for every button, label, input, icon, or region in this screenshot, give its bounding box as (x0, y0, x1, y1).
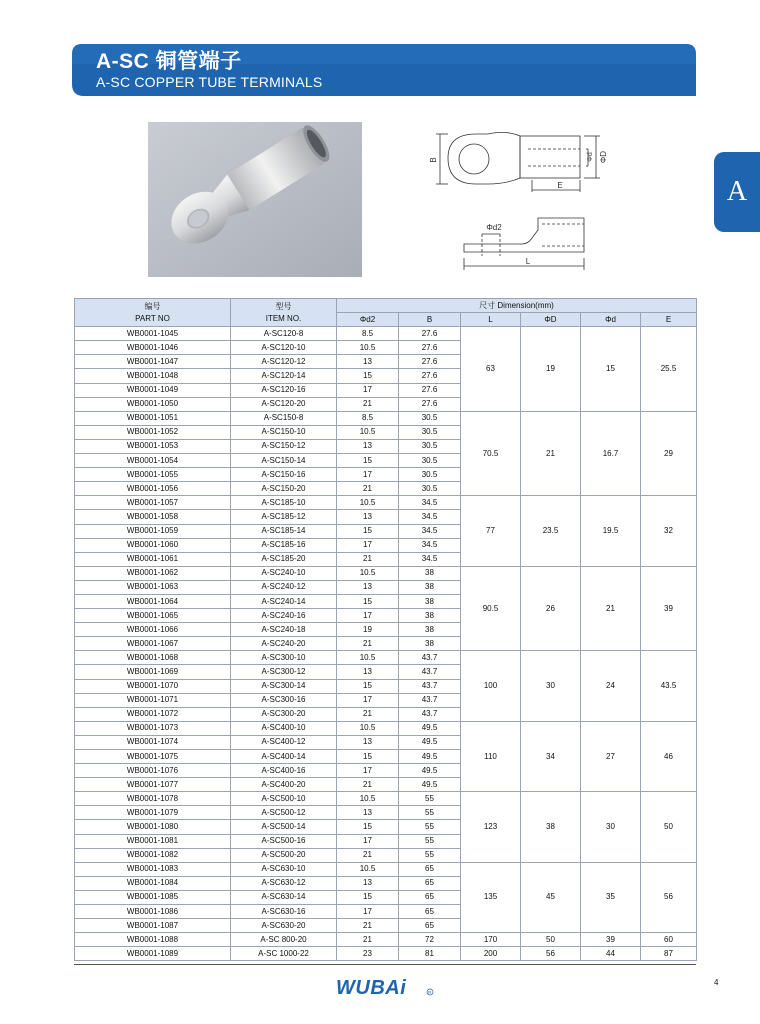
cell-b: 27.6 (399, 369, 461, 383)
cell-e: 39 (641, 566, 697, 651)
cell-phi-d2: 21 (337, 397, 399, 411)
header-part-no-en: PART NO (135, 313, 170, 323)
cell-l: 200 (461, 947, 521, 961)
cell-item-no: A-SC120-14 (231, 369, 337, 383)
cell-part-no: WB0001-1046 (75, 341, 231, 355)
cell-item-no: A-SC300-14 (231, 679, 337, 693)
cell-part-no: WB0001-1080 (75, 820, 231, 834)
cell-item-no: A-SC120-8 (231, 327, 337, 341)
cell-phi-d2: 15 (337, 454, 399, 468)
cell-b: 34.5 (399, 510, 461, 524)
header-col-l: L (461, 313, 521, 327)
cell-b: 65 (399, 890, 461, 904)
cell-item-no: A-SC300-16 (231, 693, 337, 707)
cell-b: 34.5 (399, 552, 461, 566)
cell-part-no: WB0001-1047 (75, 355, 231, 369)
cell-item-no: A-SC630-14 (231, 890, 337, 904)
cell-part-no: WB0001-1089 (75, 947, 231, 961)
cell-part-no: WB0001-1085 (75, 890, 231, 904)
cell-part-no: WB0001-1087 (75, 919, 231, 933)
cell-part-no: WB0001-1073 (75, 721, 231, 735)
cell-item-no: A-SC120-10 (231, 341, 337, 355)
cell-item-no: A-SC150-12 (231, 439, 337, 453)
cell-item-no: A-SC630-10 (231, 862, 337, 876)
cell-phi-d2: 17 (337, 764, 399, 778)
cell-phi-d2: 15 (337, 820, 399, 834)
cell-b: 55 (399, 792, 461, 806)
cell-b: 30.5 (399, 468, 461, 482)
cell-l: 135 (461, 862, 521, 932)
cell-phi-big-d: 45 (521, 862, 581, 932)
cell-b: 27.6 (399, 355, 461, 369)
cell-part-no: WB0001-1079 (75, 806, 231, 820)
cell-part-no: WB0001-1075 (75, 750, 231, 764)
dimension-diagram (428, 118, 628, 278)
cell-l: 70.5 (461, 411, 521, 496)
brand-logo-text: WUBAi (336, 977, 407, 998)
cell-phi-d2: 10.5 (337, 566, 399, 580)
cell-b: 30.5 (399, 425, 461, 439)
cell-item-no: A-SC185-14 (231, 524, 337, 538)
cell-phi-d2: 21 (337, 707, 399, 721)
cell-phi-d2: 13 (337, 355, 399, 369)
cell-phi-d2: 15 (337, 750, 399, 764)
cell-b: 30.5 (399, 482, 461, 496)
header-item-no (231, 299, 337, 327)
cell-item-no: A-SC500-12 (231, 806, 337, 820)
cell-part-no: WB0001-1077 (75, 778, 231, 792)
table-row (75, 411, 697, 425)
cell-part-no: WB0001-1053 (75, 439, 231, 453)
table-row (75, 496, 697, 510)
cell-e: 46 (641, 721, 697, 791)
cell-item-no: A-SC240-20 (231, 637, 337, 651)
cell-e: 56 (641, 862, 697, 932)
cell-phi-d: 19.5 (581, 496, 641, 566)
spec-table (74, 298, 697, 961)
table-row (75, 933, 697, 947)
cell-item-no: A-SC185-10 (231, 496, 337, 510)
cell-part-no: WB0001-1055 (75, 468, 231, 482)
cell-phi-d2: 10.5 (337, 862, 399, 876)
cell-part-no: WB0001-1083 (75, 862, 231, 876)
cell-b: 34.5 (399, 496, 461, 510)
cell-phi-d2: 19 (337, 623, 399, 637)
cell-item-no: A-SC 800-20 (231, 933, 337, 947)
cell-phi-d2: 13 (337, 665, 399, 679)
cell-b: 38 (399, 594, 461, 608)
cell-e: 32 (641, 496, 697, 566)
cell-phi-d2: 13 (337, 735, 399, 749)
cell-item-no: A-SC400-16 (231, 764, 337, 778)
cell-phi-big-d: 26 (521, 566, 581, 651)
svg-text:R: R (428, 989, 432, 995)
cell-l: 123 (461, 792, 521, 862)
cell-l: 63 (461, 327, 521, 412)
header-dimension: 尺寸 Dimension(mm) (337, 299, 697, 313)
cell-part-no: WB0001-1067 (75, 637, 231, 651)
cell-part-no: WB0001-1060 (75, 538, 231, 552)
cell-phi-big-d: 56 (521, 947, 581, 961)
cell-l: 110 (461, 721, 521, 791)
cell-b: 65 (399, 862, 461, 876)
cell-part-no: WB0001-1048 (75, 369, 231, 383)
cell-phi-d2: 10.5 (337, 341, 399, 355)
cell-phi-big-d: 30 (521, 651, 581, 721)
cell-part-no: WB0001-1056 (75, 482, 231, 496)
cell-b: 55 (399, 820, 461, 834)
label-phi-d: Φd (587, 152, 594, 162)
cell-item-no: A-SC150-16 (231, 468, 337, 482)
cell-item-no: A-SC 1000-22 (231, 947, 337, 961)
cell-phi-d2: 15 (337, 524, 399, 538)
cell-item-no: A-SC400-20 (231, 778, 337, 792)
cell-part-no: WB0001-1049 (75, 383, 231, 397)
cell-item-no: A-SC185-12 (231, 510, 337, 524)
header-part-no-cn: 编号 (144, 301, 161, 311)
cell-part-no: WB0001-1074 (75, 735, 231, 749)
cell-item-no: A-SC630-12 (231, 876, 337, 890)
cell-l: 77 (461, 496, 521, 566)
cell-b: 65 (399, 905, 461, 919)
page-title: A-SC 铜管端子 (96, 50, 242, 73)
cell-phi-d2: 21 (337, 848, 399, 862)
cell-l: 90.5 (461, 566, 521, 651)
cell-part-no: WB0001-1066 (75, 623, 231, 637)
cell-phi-d: 30 (581, 792, 641, 862)
cell-item-no: A-SC150-20 (231, 482, 337, 496)
cell-phi-d2: 15 (337, 890, 399, 904)
label-b: B (429, 157, 438, 163)
cell-phi-d2: 13 (337, 580, 399, 594)
cell-phi-d: 39 (581, 933, 641, 947)
cell-item-no: A-SC500-14 (231, 820, 337, 834)
cell-b: 34.5 (399, 538, 461, 552)
cell-phi-d: 16.7 (581, 411, 641, 496)
table-row (75, 792, 697, 806)
cell-phi-d2: 17 (337, 834, 399, 848)
cell-item-no: A-SC240-16 (231, 609, 337, 623)
label-phi-big-d: ΦD (599, 150, 608, 164)
cell-b: 55 (399, 806, 461, 820)
table-body (75, 327, 697, 961)
table-row (75, 947, 697, 961)
cell-b: 55 (399, 848, 461, 862)
cell-b: 43.7 (399, 665, 461, 679)
cell-phi-d2: 15 (337, 679, 399, 693)
cell-b: 43.7 (399, 707, 461, 721)
cell-part-no: WB0001-1068 (75, 651, 231, 665)
cell-part-no: WB0001-1064 (75, 594, 231, 608)
cell-item-no: A-SC185-16 (231, 538, 337, 552)
header-item-no-en: ITEM NO. (265, 313, 302, 323)
cell-b: 49.5 (399, 735, 461, 749)
cell-item-no: A-SC400-14 (231, 750, 337, 764)
section-tab-label: A (726, 176, 748, 207)
table-row (75, 862, 697, 876)
cell-phi-d: 21 (581, 566, 641, 651)
cell-item-no: A-SC300-20 (231, 707, 337, 721)
cell-b: 38 (399, 609, 461, 623)
cell-phi-d2: 21 (337, 919, 399, 933)
cell-b: 49.5 (399, 721, 461, 735)
cell-phi-d2: 10.5 (337, 721, 399, 735)
cell-phi-d2: 8.5 (337, 411, 399, 425)
cell-b: 81 (399, 947, 461, 961)
cell-item-no: A-SC120-16 (231, 383, 337, 397)
header-col-phi-d: Φd (581, 313, 641, 327)
cell-phi-d2: 15 (337, 594, 399, 608)
cell-e: 50 (641, 792, 697, 862)
cell-part-no: WB0001-1086 (75, 905, 231, 919)
cell-part-no: WB0001-1081 (75, 834, 231, 848)
table-row (75, 327, 697, 341)
cell-b: 49.5 (399, 750, 461, 764)
cell-item-no: A-SC630-20 (231, 919, 337, 933)
cell-phi-big-d: 19 (521, 327, 581, 412)
cell-part-no: WB0001-1051 (75, 411, 231, 425)
cell-phi-d2: 10.5 (337, 651, 399, 665)
cell-phi-d2: 13 (337, 876, 399, 890)
cell-part-no: WB0001-1062 (75, 566, 231, 580)
cell-item-no: A-SC500-20 (231, 848, 337, 862)
cell-b: 72 (399, 933, 461, 947)
cell-b: 30.5 (399, 454, 461, 468)
page-number: 4 (714, 978, 719, 987)
cell-phi-d2: 17 (337, 609, 399, 623)
header-col-phi-big-d: ΦD (521, 313, 581, 327)
cell-phi-d: 15 (581, 327, 641, 412)
footer-divider (74, 964, 696, 965)
cell-phi-d2: 17 (337, 693, 399, 707)
cell-b: 38 (399, 637, 461, 651)
cell-part-no: WB0001-1050 (75, 397, 231, 411)
label-phi-d2: Φd2 (486, 223, 502, 232)
cell-part-no: WB0001-1045 (75, 327, 231, 341)
cell-item-no: A-SC240-10 (231, 566, 337, 580)
cell-e: 60 (641, 933, 697, 947)
cell-item-no: A-SC150-14 (231, 454, 337, 468)
header-col-e: E (641, 313, 697, 327)
cell-item-no: A-SC500-10 (231, 792, 337, 806)
cell-part-no: WB0001-1058 (75, 510, 231, 524)
cell-b: 27.6 (399, 397, 461, 411)
cell-part-no: WB0001-1082 (75, 848, 231, 862)
table-header-row (75, 299, 697, 313)
cell-e: 25.5 (641, 327, 697, 412)
header-col-b: B (399, 313, 461, 327)
cell-phi-d2: 17 (337, 905, 399, 919)
cell-b: 27.6 (399, 341, 461, 355)
cell-part-no: WB0001-1076 (75, 764, 231, 778)
header-text (96, 50, 322, 90)
cell-phi-d2: 13 (337, 439, 399, 453)
cell-item-no: A-SC185-20 (231, 552, 337, 566)
cell-phi-d2: 21 (337, 933, 399, 947)
cell-part-no: WB0001-1069 (75, 665, 231, 679)
section-tab[interactable] (714, 152, 760, 232)
cell-item-no: A-SC150-10 (231, 425, 337, 439)
cell-part-no: WB0001-1071 (75, 693, 231, 707)
cell-b: 27.6 (399, 327, 461, 341)
cell-phi-d2: 21 (337, 637, 399, 651)
cell-phi-d2: 17 (337, 538, 399, 552)
cell-e: 87 (641, 947, 697, 961)
cell-item-no: A-SC400-12 (231, 735, 337, 749)
cell-phi-d: 24 (581, 651, 641, 721)
cell-item-no: A-SC240-14 (231, 594, 337, 608)
cell-b: 38 (399, 566, 461, 580)
cell-phi-big-d: 50 (521, 933, 581, 947)
cell-b: 43.7 (399, 679, 461, 693)
cell-phi-d2: 8.5 (337, 327, 399, 341)
cell-phi-d2: 21 (337, 482, 399, 496)
cell-phi-big-d: 21 (521, 411, 581, 496)
cell-part-no: WB0001-1088 (75, 933, 231, 947)
cell-phi-d2: 10.5 (337, 425, 399, 439)
cell-phi-big-d: 23.5 (521, 496, 581, 566)
cell-l: 100 (461, 651, 521, 721)
cell-item-no: A-SC240-18 (231, 623, 337, 637)
header-part-no (75, 299, 231, 327)
cell-b: 38 (399, 580, 461, 594)
cell-part-no: WB0001-1052 (75, 425, 231, 439)
cell-b: 27.6 (399, 383, 461, 397)
cell-part-no: WB0001-1078 (75, 792, 231, 806)
cell-item-no: A-SC240-12 (231, 580, 337, 594)
cell-phi-d2: 10.5 (337, 496, 399, 510)
cell-phi-d: 35 (581, 862, 641, 932)
cell-b: 55 (399, 834, 461, 848)
table-row (75, 566, 697, 580)
table-row (75, 651, 697, 665)
cell-part-no: WB0001-1061 (75, 552, 231, 566)
cell-b: 38 (399, 623, 461, 637)
cell-phi-d2: 21 (337, 552, 399, 566)
cell-phi-d2: 15 (337, 369, 399, 383)
cell-b: 43.7 (399, 651, 461, 665)
brand-logo (336, 974, 436, 998)
cell-part-no: WB0001-1054 (75, 454, 231, 468)
cell-phi-d2: 17 (337, 383, 399, 397)
cell-item-no: A-SC300-10 (231, 651, 337, 665)
label-l: L (525, 257, 531, 266)
table-row (75, 721, 697, 735)
cell-part-no: WB0001-1065 (75, 609, 231, 623)
header-item-no-cn: 型号 (275, 301, 292, 311)
cell-phi-d: 44 (581, 947, 641, 961)
cell-item-no: A-SC400-10 (231, 721, 337, 735)
cell-part-no: WB0001-1084 (75, 876, 231, 890)
cell-part-no: WB0001-1059 (75, 524, 231, 538)
cell-item-no: A-SC120-20 (231, 397, 337, 411)
product-photo (148, 122, 362, 277)
cell-phi-big-d: 34 (521, 721, 581, 791)
cell-b: 34.5 (399, 524, 461, 538)
cell-phi-d2: 21 (337, 778, 399, 792)
cell-b: 30.5 (399, 411, 461, 425)
cell-phi-d2: 13 (337, 510, 399, 524)
cell-item-no: A-SC300-12 (231, 665, 337, 679)
cell-b: 49.5 (399, 764, 461, 778)
page-subtitle: A-SC COPPER TUBE TERMINALS (96, 74, 323, 90)
cell-phi-d2: 10.5 (337, 792, 399, 806)
label-e: E (557, 181, 563, 190)
cell-b: 49.5 (399, 778, 461, 792)
cell-phi-big-d: 38 (521, 792, 581, 862)
cell-b: 30.5 (399, 439, 461, 453)
cell-e: 29 (641, 411, 697, 496)
cell-phi-d2: 13 (337, 806, 399, 820)
cell-b: 43.7 (399, 693, 461, 707)
cell-e: 43.5 (641, 651, 697, 721)
cell-phi-d: 27 (581, 721, 641, 791)
cell-phi-d2: 23 (337, 947, 399, 961)
cell-part-no: WB0001-1070 (75, 679, 231, 693)
cell-b: 65 (399, 876, 461, 890)
cell-part-no: WB0001-1057 (75, 496, 231, 510)
cell-part-no: WB0001-1072 (75, 707, 231, 721)
cell-item-no: A-SC120-12 (231, 355, 337, 369)
cell-part-no: WB0001-1063 (75, 580, 231, 594)
cell-item-no: A-SC150-8 (231, 411, 337, 425)
cell-item-no: A-SC630-16 (231, 905, 337, 919)
cell-phi-d2: 17 (337, 468, 399, 482)
cell-item-no: A-SC500-16 (231, 834, 337, 848)
header-col-phi-d2: Φd2 (337, 313, 399, 327)
cell-l: 170 (461, 933, 521, 947)
cell-b: 65 (399, 919, 461, 933)
